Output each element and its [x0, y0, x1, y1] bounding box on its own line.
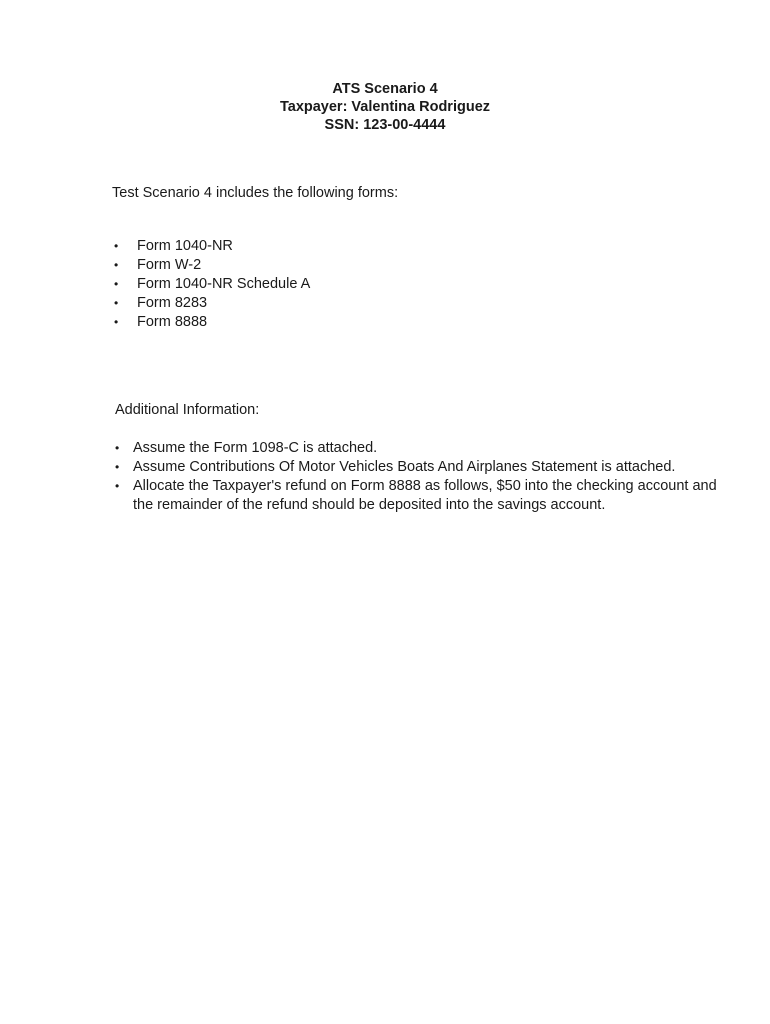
- bullet-icon: •: [114, 315, 119, 329]
- list-item: [113, 439, 733, 458]
- form-name: Form 8888: [137, 314, 208, 330]
- bullet-icon: •: [114, 239, 119, 253]
- bullet-icon: •: [115, 441, 120, 455]
- forms-list: [112, 237, 310, 332]
- list-item: [112, 237, 310, 256]
- additional-info-heading: Additional Information:: [115, 402, 260, 418]
- taxpayer-ssn: SSN: 123-00-4444: [324, 117, 446, 133]
- list-item: [113, 477, 733, 515]
- bullet-icon: •: [114, 277, 119, 291]
- bullet-icon: •: [115, 460, 120, 474]
- bullet-icon: •: [114, 258, 119, 272]
- info-text: Allocate the Taxpayer's refund on Form 8888 as follows, $50 into the checking account and the remainder of the refund should be deposited into the savings account.: [133, 478, 717, 513]
- form-name: Form 1040-NR: [137, 238, 233, 254]
- form-name: Form 8283: [137, 295, 208, 311]
- taxpayer-name: Taxpayer: Valentina Rodriguez: [279, 99, 491, 115]
- info-text: Assume Contributions Of Motor Vehicles Boats And Airplanes Statement is attached.: [133, 459, 676, 475]
- list-item: [112, 313, 310, 332]
- list-item: [112, 275, 310, 294]
- list-item: [112, 294, 310, 313]
- bullet-icon: •: [114, 296, 119, 310]
- list-item: [113, 458, 733, 477]
- form-name: Form W-2: [137, 257, 202, 273]
- forms-intro-text: Test Scenario 4 includes the following forms:: [112, 185, 399, 201]
- document-header: [0, 80, 770, 134]
- form-name: Form 1040-NR Schedule A: [137, 276, 311, 292]
- additional-info-list: [113, 439, 733, 515]
- scenario-title: ATS Scenario 4: [332, 81, 438, 97]
- list-item: [112, 256, 310, 275]
- bullet-icon: •: [115, 479, 120, 493]
- info-text: Assume the Form 1098-C is attached.: [133, 440, 378, 456]
